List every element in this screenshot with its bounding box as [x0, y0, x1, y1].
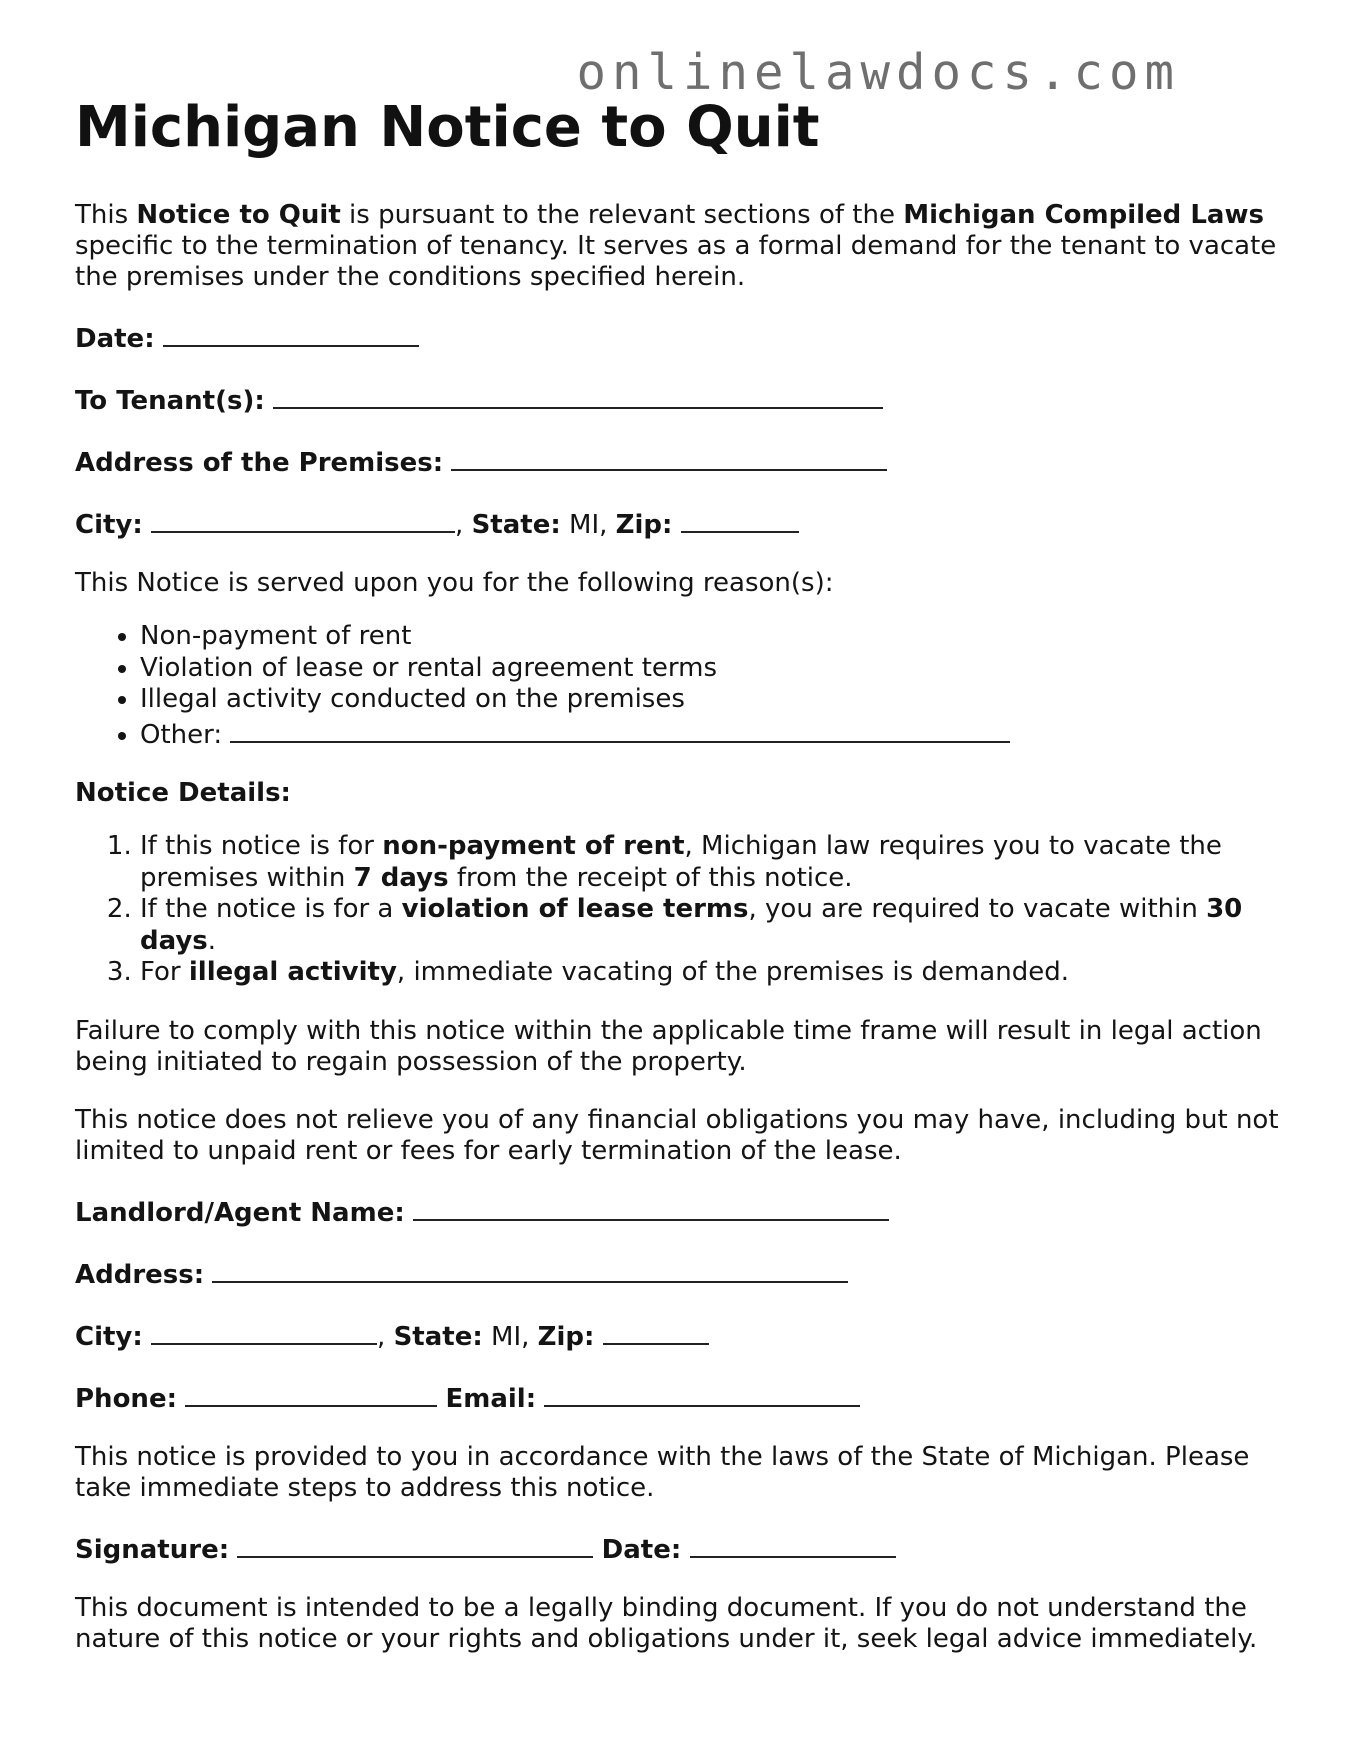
landlord-name-label: Landlord/Agent Name: [75, 1197, 405, 1228]
signature-date-blank[interactable] [690, 1531, 896, 1558]
landlord-address-label: Address: [75, 1259, 205, 1290]
reasons-intro: This Notice is served upon you for the following reason(s): [75, 568, 834, 598]
phone-blank[interactable] [185, 1380, 437, 1407]
email-blank[interactable] [544, 1380, 860, 1407]
signature-date-label: Date: [601, 1534, 682, 1565]
notice-details-heading: Notice Details: [75, 778, 291, 808]
list-item: • Non-payment of rent [140, 621, 1295, 653]
state-value: MI, [569, 510, 608, 540]
obligations-paragraph: This notice does not relieve you of any financial obligations you may have, including but not limited to unpaid rent or fees for early termination of the lease. [75, 1104, 1279, 1166]
city-label: City: [75, 510, 143, 540]
tenant-label: To Tenant(s): [75, 386, 265, 416]
signature-field [75, 1531, 1295, 1566]
landlord-zip-label: Zip: [537, 1321, 595, 1352]
page-title: Michigan Notice to Quit [75, 95, 820, 160]
premises-address-blank[interactable] [451, 444, 887, 471]
landlord-city-field: City: , State: MI, Zip: [75, 1318, 1295, 1353]
premises-address-label: Address of the Premises: [75, 448, 444, 478]
landlord-address-blank[interactable] [212, 1256, 848, 1283]
state-label: State: [471, 510, 561, 540]
notice-details-list [75, 831, 1295, 989]
landlord-contact-field [75, 1380, 1295, 1415]
date-label: Date: [75, 324, 155, 354]
document-content [75, 96, 1295, 1682]
intro-paragraph: This Notice to Quit is pursuant to the relevant sections of the Michigan Compiled Laws specific to the termination of tenancy. It serves as a formal demand for the tenant to vacate the premises under the conditions specified herein. [75, 200, 1277, 292]
zip-blank[interactable] [681, 506, 799, 533]
signature-label: Signature: [75, 1534, 230, 1565]
city-blank[interactable] [151, 506, 455, 533]
phone-label: Phone: [75, 1383, 177, 1414]
tenant-blank[interactable] [273, 382, 883, 409]
list-item: 1. If this notice is for non-payment of rent, Michigan law requires you to vacate the premises within 7 days from the receipt of this notice. [140, 831, 1295, 894]
date-field [75, 320, 1295, 355]
reasons-list [75, 621, 1295, 751]
landlord-city-label: City: [75, 1321, 143, 1352]
landlord-name-field [75, 1194, 1295, 1229]
failure-paragraph: Failure to comply with this notice within the applicable time frame will result in legal action being initiated to regain possession of the property. [75, 1015, 1262, 1077]
accordance-paragraph: This notice is provided to you in accordance with the laws of the State of Michigan. Please take immediate steps to address this notice. [75, 1441, 1250, 1503]
closing-paragraph: This document is intended to be a legally binding document. If you do not understand the nature of this notice or your rights and obligations under it, seek legal advice immediately. [75, 1592, 1258, 1654]
list-item: 3. For illegal activity, immediate vacating of the premises is demanded. [140, 957, 1295, 989]
landlord-city-blank[interactable] [151, 1318, 377, 1345]
list-item: • Violation of lease or rental agreement terms [140, 653, 1295, 685]
signature-blank[interactable] [237, 1531, 593, 1558]
list-item: • Illegal activity conducted on the premises [140, 684, 1295, 716]
other-reason-blank[interactable] [230, 716, 1010, 743]
landlord-state-value: MI, [491, 1321, 530, 1352]
landlord-name-blank[interactable] [413, 1194, 889, 1221]
premises-city-field: City: , State: MI, Zip: [75, 506, 1295, 541]
list-item: 2. If the notice is for a violation of lease terms, you are required to vacate within 30 days. [140, 894, 1295, 957]
date-blank[interactable] [163, 320, 419, 347]
watermark: onlinelawdocs.com [576, 44, 1180, 101]
list-item: • Other: [140, 716, 1295, 752]
zip-label: Zip: [615, 510, 673, 540]
landlord-address-field [75, 1256, 1295, 1291]
landlord-state-label: State: [393, 1321, 483, 1352]
premises-address-field [75, 444, 1295, 479]
landlord-zip-blank[interactable] [603, 1318, 709, 1345]
tenant-field [75, 382, 1295, 417]
email-label: Email: [445, 1383, 537, 1414]
